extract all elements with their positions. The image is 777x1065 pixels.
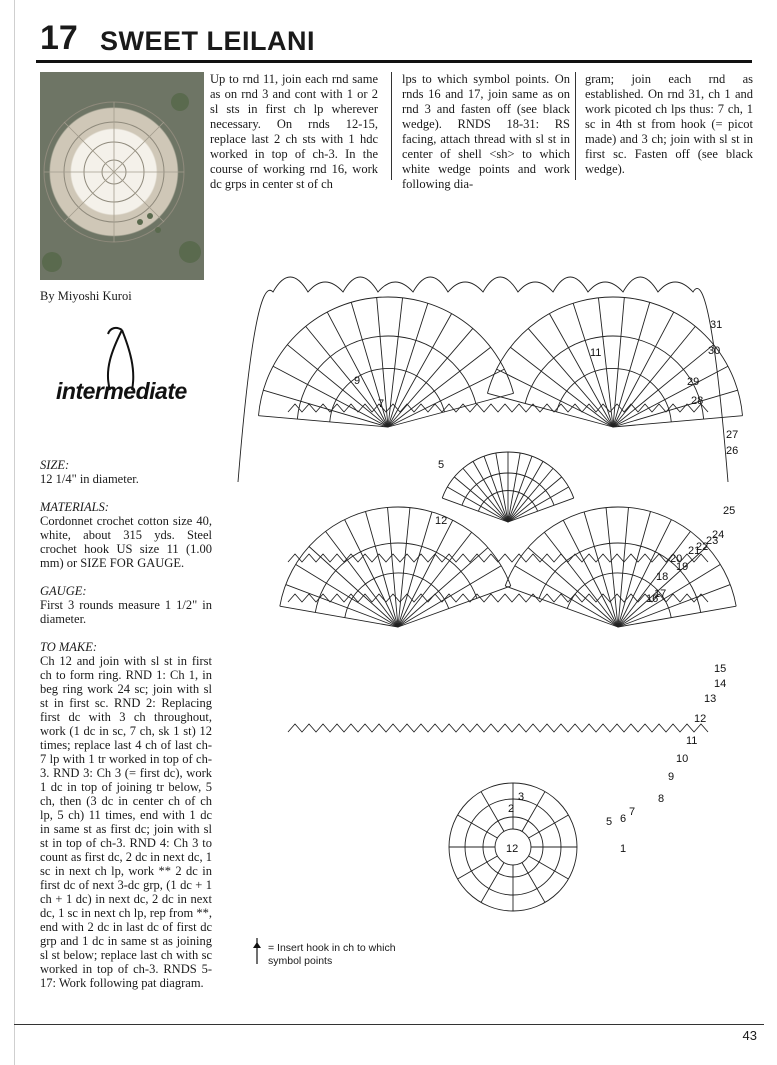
fan-arc xyxy=(258,297,513,416)
pattern-title: SWEET LEILANI xyxy=(100,26,315,56)
round-number-label: 12 xyxy=(435,515,448,527)
round-number-label: 1 xyxy=(620,843,627,855)
to-make-body: Ch 12 and join with sl st in first ch to form ring. RND 1: Ch 1, in beg ring work 24 sc; join with sl st in first sc. RND 2: Replacing first dc with 3 ch throughout, work (1 dc in sc, 7 ch, sk 1 st) 12 times; replace last 4 ch of last ch-7 lp with 1 tr worked in top of ch-3. RND 3: Ch 3 (= first dc), work 1 dc in top of joining tr below, 5 ch, then (3 dc in center ch of ch lp, 5 ch) 11 times, end with 1 dc in same st as first dc; join with sl st in top of ch-3. RND 4: Ch 3 to count as first dc, 2 dc in next dc, 1 sc in next ch lp, work ** 2 dc in first dc of next 3-dc grp, (1 dc + 1 ch + 1 dc) in next dc, 2 dc in next dc, 1 sc in next ch lp, rep from **, end with 2 dc in last dc of first dc grp and 1 dc in same st as joining sl st below; replace last ch with sc worked in top of ch-3. RNDS 5-17: Work following pat diagram. xyxy=(40,654,212,990)
materials-body: Cordonnet crochet cotton size 40, white, about 315 yds. Steel crochet hook US size 11 (1.00 mm) or SIZE FOR GAUGE. xyxy=(40,514,212,570)
round-number-label: 21 xyxy=(688,545,701,557)
chain-loop-row xyxy=(288,404,708,412)
round-number-label: 25 xyxy=(723,505,736,517)
column-divider xyxy=(575,72,576,180)
fan-stitch xyxy=(497,369,613,427)
round-number-label: 11 xyxy=(590,347,602,359)
fan-stitch xyxy=(388,347,491,427)
round-number-label: 5 xyxy=(438,459,445,471)
cherry-icon xyxy=(52,320,202,420)
fan-stitch xyxy=(613,326,695,427)
footer-rule xyxy=(14,1024,764,1025)
fan-arc xyxy=(487,297,742,416)
round-number-label: 5 xyxy=(606,816,613,828)
fan-stitch xyxy=(309,546,398,627)
fan-stitch xyxy=(528,328,613,427)
pattern-number: 17 xyxy=(40,19,78,57)
round-number-label: 14 xyxy=(714,678,727,690)
fan-stitch xyxy=(505,586,618,627)
round-number-label: 17 xyxy=(654,588,667,600)
fan-stitch xyxy=(286,585,398,627)
skill-level-label: intermediate xyxy=(56,378,187,404)
text-column-1: Up to rnd 11, join each rnd same as on rnd 3 and cont with 1 or 2 sl sts in first ch lp wherever necessary. On rnds 12-15, replace last 2 ch sts with 1 hdc worked in top of ch-3. In the course of working rnd 16, work dc grps in center st of ch xyxy=(210,72,378,191)
round-number-label: 20 xyxy=(670,553,683,565)
to-make-heading: TO MAKE: xyxy=(40,640,98,654)
materials-heading: MATERIALS: xyxy=(40,500,109,514)
round-number-label: 3 xyxy=(518,791,525,803)
instructions-top-columns xyxy=(210,72,762,191)
crochet-pattern-diagram xyxy=(218,232,763,922)
round-number-label: 18 xyxy=(656,571,669,583)
round-number-label: 30 xyxy=(708,345,721,357)
fan-stitch xyxy=(549,314,613,427)
text-column-2: lps to which symbol points. On rnds 16 and 17, join same as on rnd 3 and fasten off (see black wedge). RNDS 18-31: RS facing, attach thread with sl st in center of shell <sh> to which white wedge points and work following dia- xyxy=(402,72,570,191)
chain-loop-row xyxy=(288,724,708,732)
fan-stitch xyxy=(398,586,511,627)
round-number-label: 16 xyxy=(646,593,659,605)
gauge-heading: GAUGE: xyxy=(40,584,87,598)
fan-stitch xyxy=(326,531,398,627)
fan-stitch xyxy=(398,532,472,627)
gauge-body: First 3 rounds measure 1 1/2" in diameter. xyxy=(40,598,212,626)
round-number-label: 28 xyxy=(691,395,704,407)
round-number-label: 13 xyxy=(704,693,717,705)
fan-stitch xyxy=(618,585,730,627)
column-divider xyxy=(391,72,392,180)
fan-stitch xyxy=(388,303,428,427)
pattern-header xyxy=(36,16,752,63)
size-heading: SIZE: xyxy=(40,458,70,472)
round-number-label: 9 xyxy=(668,771,675,783)
round-number-label: 27 xyxy=(726,429,739,441)
fan-stitch xyxy=(388,369,504,427)
round-number-label: 9 xyxy=(354,375,361,387)
round-number-label: 11 xyxy=(686,735,698,747)
fan-stitch xyxy=(398,508,410,627)
round-number-label: 31 xyxy=(710,319,723,331)
round-number-label: 12 xyxy=(694,713,707,725)
page-number: 43 xyxy=(742,1028,757,1043)
legend-text: = Insert hook in ch to which symbol points xyxy=(268,942,396,967)
round-number-label: 8 xyxy=(658,793,665,805)
round-number-label: 7 xyxy=(378,398,385,410)
fan-stitch xyxy=(528,548,618,627)
round-number-label: 7 xyxy=(629,806,636,818)
round-number-label: 22 xyxy=(696,541,709,553)
round-number-label: 23 xyxy=(706,535,719,547)
symbol-legend xyxy=(250,936,400,976)
round-number-label: 10 xyxy=(676,753,689,765)
fan-stitch xyxy=(287,345,388,427)
doily-photo xyxy=(40,72,204,280)
round-number-label: 2 xyxy=(508,803,515,815)
round-number-label: 6 xyxy=(620,813,627,825)
skill-level-badge xyxy=(52,320,202,420)
fan-stitch xyxy=(388,328,473,427)
instructions-left-column xyxy=(40,458,212,1004)
diagram-graphic xyxy=(218,232,763,922)
fan-stitch xyxy=(306,326,388,427)
insert-hook-symbol-icon xyxy=(250,936,264,966)
fan-stitch xyxy=(388,314,452,427)
doily-photo-graphic xyxy=(40,72,204,280)
fan-stitch xyxy=(544,532,618,627)
size-body: 12 1/4" in diameter. xyxy=(40,472,139,486)
round-number-label: 15 xyxy=(714,663,727,675)
page-edge-line xyxy=(14,0,15,1065)
round-number-label: 26 xyxy=(726,445,739,457)
designer-credit: By Miyoshi Kuroi xyxy=(40,289,132,303)
fan-stitch xyxy=(606,508,618,627)
center-round-label: 12 xyxy=(506,843,519,855)
round-number-label: 24 xyxy=(712,529,725,541)
round-number-label: 29 xyxy=(687,376,700,388)
fan-stitch xyxy=(510,347,613,427)
round-number-label: 19 xyxy=(676,561,689,573)
fan-stitch xyxy=(388,393,514,427)
text-column-3: gram; join each rnd as established. On rnd 31, ch 1 and work picoted ch lps thus: 7 ch, 1 sc in 4th st from hook (= picot made) and 3 ch; join with sl st in first sc. Fasten off (see black wedge). xyxy=(585,72,753,176)
fan-stitch xyxy=(618,531,690,627)
